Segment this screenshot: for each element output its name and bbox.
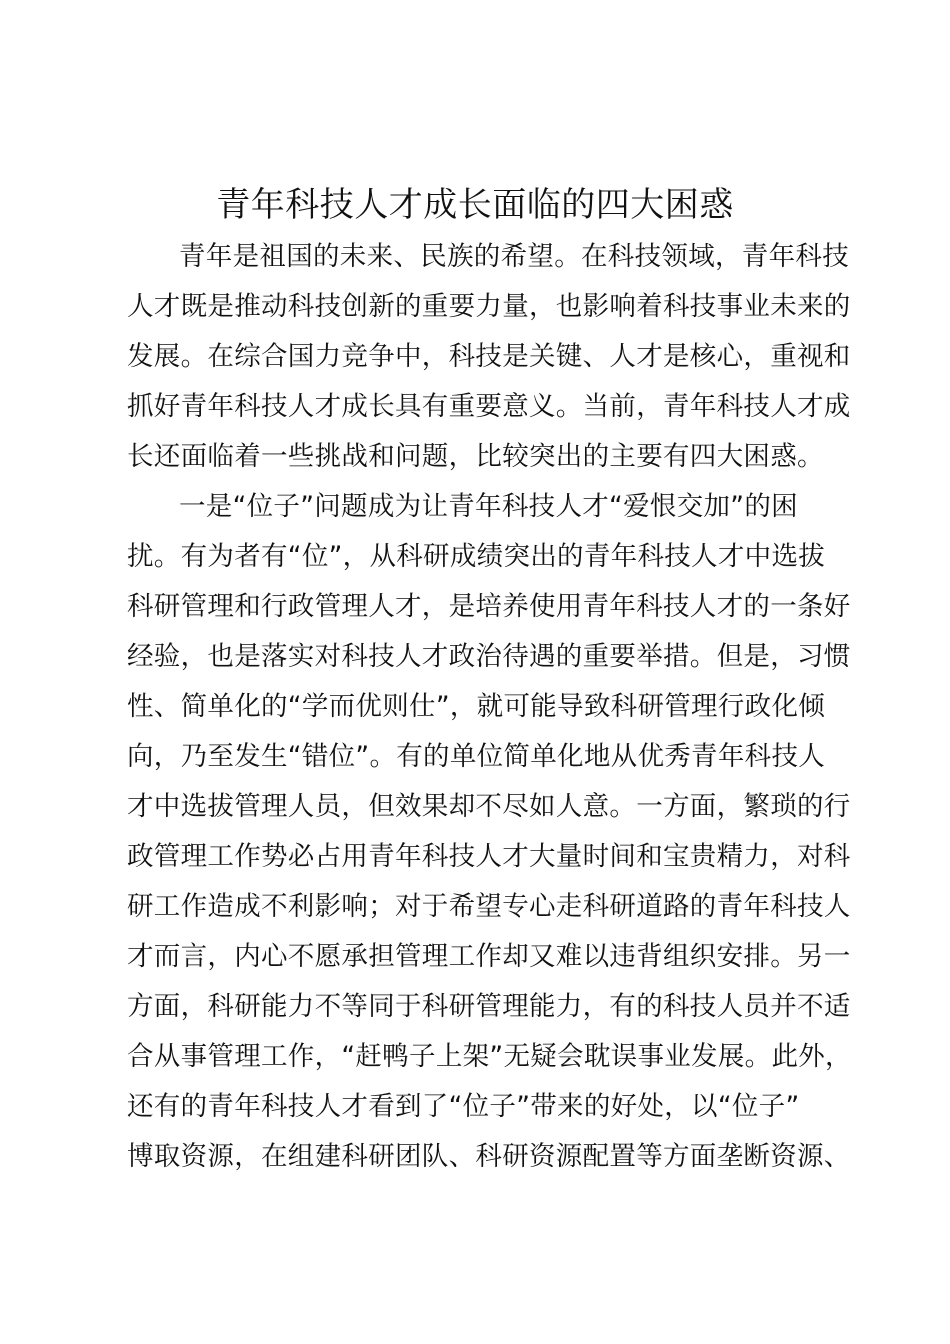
text-line: 经验，也是落实对科技人才政治待遇的重要举措。但是，习惯	[127, 641, 851, 672]
text-line: 才中选拔管理人员，但效果却不尽如人意。一方面，繁琐的行	[127, 791, 851, 822]
text-line: 向，乃至发生“错位”。有的单位简单化地从优秀青年科技人	[127, 741, 826, 772]
text-line: 博取资源，在组建科研团队、科研资源配置等方面垄断资源、	[127, 1141, 851, 1172]
text-line: 才而言，内心不愿承担管理工作却又难以违背组织安排。另一	[127, 941, 851, 972]
text-line: 扰。有为者有“位”，从科研成绩突出的青年科技人才中选拔	[127, 541, 826, 572]
text-line: 政管理工作势必占用青年科技人才大量时间和宝贵精力，对科	[127, 841, 851, 872]
document-title: 青年科技人才成长面临的四大困惑	[216, 185, 734, 225]
text-line: 方面，科研能力不等同于科研管理能力，有的科技人员并不适	[127, 991, 851, 1022]
paragraph-2	[127, 486, 852, 1186]
paragraph-1	[127, 236, 851, 486]
text-line: 研工作造成不利影响；对于希望专心走科研道路的青年科技人	[127, 891, 851, 922]
text-line: 科研管理和行政管理人才，是培养使用青年科技人才的一条好	[127, 591, 851, 622]
text-line: 性、简单化的“学而优则仕”，就可能导致科研管理行政化倾	[127, 691, 826, 722]
text-line: 抓好青年科技人才成长具有重要意义。当前，青年科技人才成	[127, 391, 851, 422]
text-line: 发展。在综合国力竞争中，科技是关键、人才是核心，重视和	[127, 341, 851, 372]
text-line: 青年是祖国的未来、民族的希望。在科技领域，青年科技	[179, 241, 849, 272]
document-body	[127, 236, 852, 1186]
text-line: 长还面临着一些挑战和问题，比较突出的主要有四大困惑。	[127, 441, 824, 472]
text-line: 人才既是推动科技创新的重要力量，也影响着科技事业未来的	[127, 291, 851, 322]
text-line: 一是“位子”问题成为让青年科技人才“爱恨交加”的困	[179, 491, 798, 522]
text-line: 还有的青年科技人才看到了“位子”带来的好处，以“位子”	[127, 1091, 800, 1122]
text-line: 合从事管理工作，“赶鸭子上架”无疑会耽误事业发展。此外，	[127, 1041, 852, 1072]
